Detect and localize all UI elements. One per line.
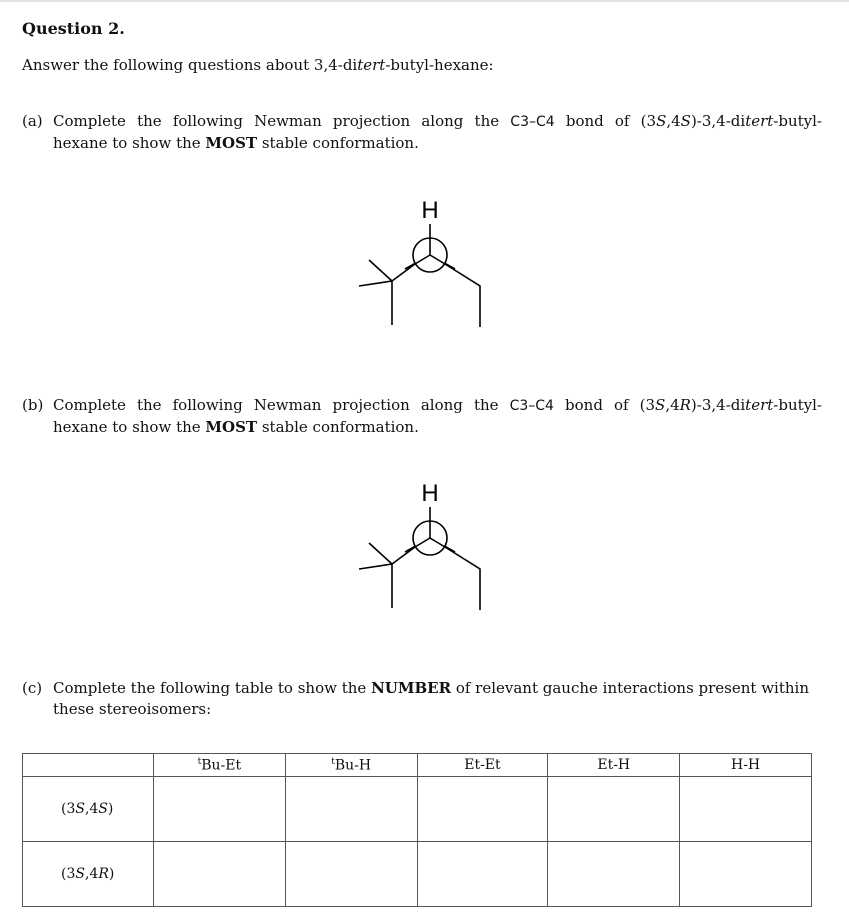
table-header-row — [23, 754, 812, 777]
answer-cell[interactable] — [548, 777, 680, 842]
part-a-line1: Complete the following Newman projection along the C3–C4 bond of (3S,4S)-3,4-ditert-butyl- — [53, 112, 822, 130]
part-c-letter: (c) — [22, 679, 43, 697]
answer-cell[interactable] — [548, 842, 680, 907]
newman-projection-b — [330, 468, 510, 618]
question-intro — [22, 56, 494, 74]
part-a-letter: (a) — [22, 112, 43, 130]
answer-cell[interactable] — [417, 842, 548, 907]
newman-a-h-label: H — [421, 197, 439, 224]
newman-projection-a — [330, 185, 510, 335]
part-b-prompt — [22, 395, 822, 438]
answer-cell[interactable] — [285, 777, 417, 842]
table-header-blank — [23, 754, 154, 777]
row-label-3s4r: (3S,4R) — [23, 842, 154, 907]
answer-cell[interactable] — [153, 842, 285, 907]
answer-cell[interactable] — [680, 777, 812, 842]
part-a-prompt — [22, 111, 822, 154]
row-label-3s4s: (3S,4S) — [23, 777, 154, 842]
part-a-line2: hexane to show the MOST stable conformation. — [53, 134, 419, 152]
intro-text-pre: Answer the following questions about 3,4-di — [22, 56, 358, 74]
part-b-line1: Complete the following Newman projection along the C3–C4 bond of (3S,4R)-3,4-ditert-butyl- — [53, 396, 822, 414]
answer-cell[interactable] — [680, 842, 812, 907]
table-header-tbu-et: $^t$Bu-Et — [153, 754, 285, 777]
table-header-et-h: Et-H — [548, 754, 680, 777]
gauche-interactions-table — [22, 753, 812, 907]
answer-cell[interactable] — [153, 777, 285, 842]
part-a-bond: C3–C4 — [510, 114, 555, 130]
table-header-et-et: Et-Et — [417, 754, 548, 777]
newman-b-h-label: H — [421, 480, 439, 507]
newman-b-left-ethyl — [392, 547, 415, 608]
part-b-bond: C3–C4 — [509, 398, 554, 414]
table-row — [23, 842, 812, 907]
table-row — [23, 777, 812, 842]
newman-b-right-ethyl — [445, 547, 480, 610]
table-header-tbu-h: $^t$Bu-H — [285, 754, 417, 777]
part-b-line2: hexane to show the MOST stable conformation. — [53, 418, 419, 436]
intro-text-post: -butyl-hexane: — [385, 56, 494, 74]
answer-cell[interactable] — [285, 842, 417, 907]
table-header-h-h: H-H — [680, 754, 812, 777]
part-c-prompt: (c) Complete the following table to show the NUMBER of relevant gauche interactions present within these stereoisomers: — [22, 679, 809, 718]
intro-text-italic: tert — [357, 56, 386, 74]
top-divider — [0, 0, 849, 2]
newman-a-left-ethyl — [392, 264, 415, 325]
answer-cell[interactable] — [417, 777, 548, 842]
part-b-letter: (b) — [22, 396, 44, 414]
newman-a-right-ethyl — [445, 264, 480, 327]
question-title: Question 2. — [22, 19, 125, 38]
